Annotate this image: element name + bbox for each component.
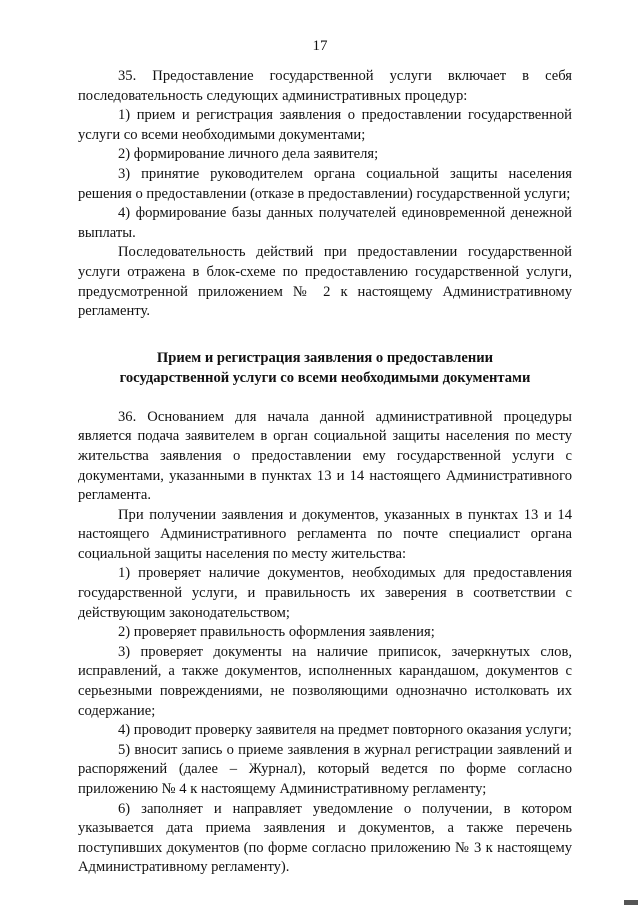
check-item-6: 6) заполняет и направляет уведомление о получении, в котором указывается дата приема заявления и документов, а также перечень поступивших документов (по форме согласно приложению № 3 к настоящему Административному регламенту). [78, 800, 572, 876]
procedure-item-3: 3) принятие руководителем органа социальной защиты населения решения о предоставлении (отказе в предоставлении) государственной услуги; [78, 165, 572, 202]
check-item-4: 4) проводит проверку заявителя на предмет повторного оказания услуги; [118, 722, 572, 739]
check-item-1: 1) проверяет наличие документов, необходимых для предоставления государственной услуги, и правильность их заверения в соответствии с действующим законодательством; [78, 565, 572, 621]
document-body [78, 67, 572, 878]
check-item-2: 2) проверяет правильность оформления заявления; [118, 624, 435, 641]
mail-receipt-paragraph: При получении заявления и документов, указанных в пунктах 13 и 14 настоящего Административного регламента по почте специалист органа социальной защиты населения по месту жительства: [78, 506, 572, 562]
procedure-item-2: 2) формирование личного дела заявителя; [118, 146, 379, 163]
check-item-3: 3) проверяет документы на наличие приписок, зачеркнутых слов, исправлений, а также документов, исполненных карандашом, документов с серьезными повреждениями, не позволяющими однозначно истолковать их содержание; [78, 643, 572, 719]
section-heading-line-1: Прием и регистрация заявления о предоставлении [156, 349, 494, 366]
procedure-item-4: 4) формирование базы данных получателей единовременной денежной выплаты. [78, 205, 572, 241]
paragraph-35: 35. Предоставление государственной услуги включает в себя последовательность следующих административных процедур: [78, 68, 572, 104]
scan-corner-mark [624, 900, 638, 905]
paragraph-36: 36. Основанием для начала данной административной процедуры является подача заявителем в орган социальной защиты населения по месту жительства заявления о предоставлении ему государственной услуги с документами, указанными в пунктах 13 и 14 настоящего Административного регламента. [78, 408, 572, 504]
section-heading-line-2: государственной услуги со всеми необходимыми документами [119, 369, 531, 386]
section-heading [78, 348, 572, 388]
page-number: 17 [312, 38, 328, 54]
sequence-paragraph: Последовательность действий при предоставлении государственной услуги отражена в блок-схеме по предоставлению государственной услуги, предусмотренной приложением № 2 к настоящему Административному регламенту. [78, 244, 572, 320]
procedure-item-1: 1) прием и регистрация заявления о предоставлении государственной услуги со всеми необходимыми документами; [78, 107, 572, 143]
check-item-5: 5) вносит запись о приеме заявления в журнал регистрации заявлений и распоряжений (далее – Журнал), который ведется по форме согласно приложению № 4 к настоящему Административному регламенту; [78, 741, 572, 797]
